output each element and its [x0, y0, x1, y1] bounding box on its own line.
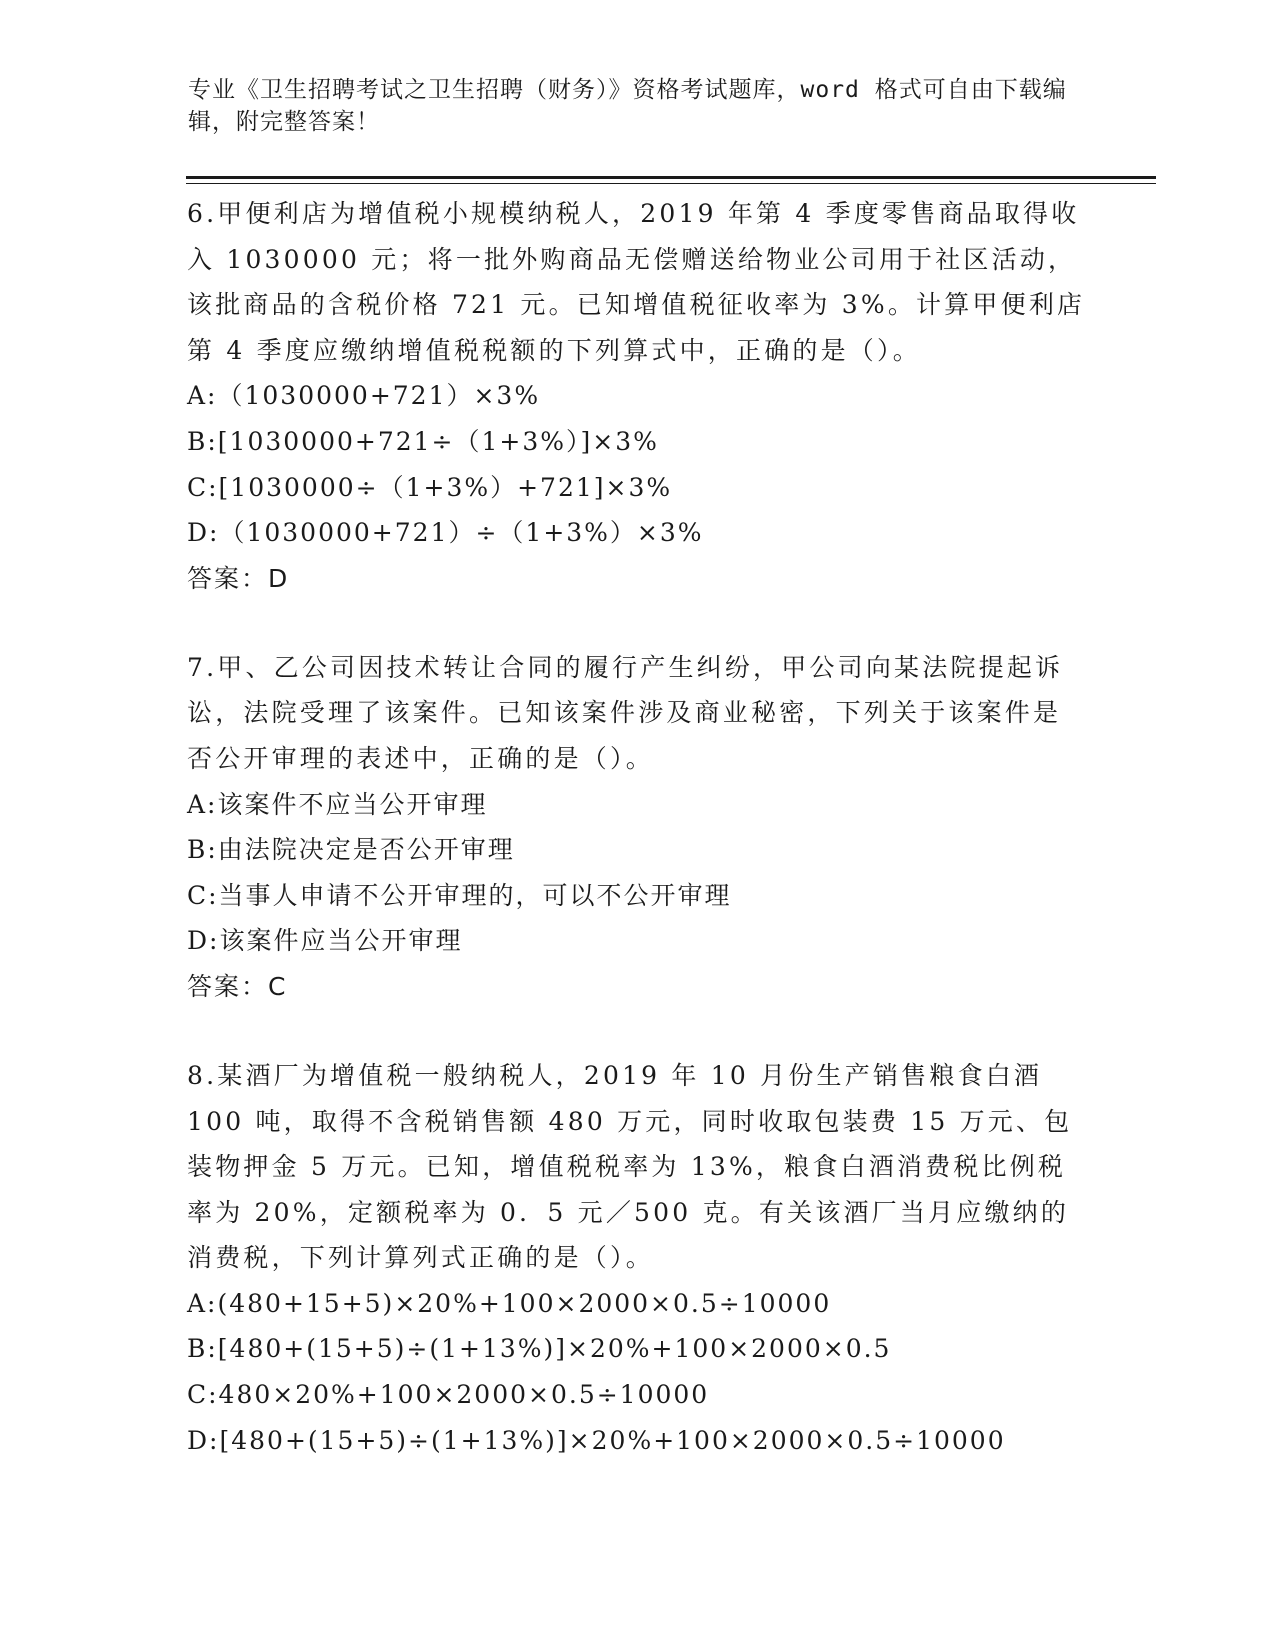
question-stem: 8.某酒厂为增值税一般纳税人，2019 年 10 月份生产销售粮食白酒 100 吨，取得不含税销售额 480 万元，同时收取包装费 15 万元、包装物押金 5 万元。已知，增值税税率为 13%，粮食白酒消费税比例税率为 20%，定额税率为 0．5 元／500 克。有关该酒厂当月应缴纳的消费税，下列计算列式正确的是（）。 [187, 1060, 1073, 1273]
question-8 [187, 1053, 1087, 1463]
question-spacer [187, 1009, 1087, 1053]
option-a: A:(480+15+5)×20%+100×2000×0.5÷10000 [187, 1288, 832, 1318]
answer: 答案：C [187, 971, 288, 1001]
option-c: C:当事人申请不公开审理的，可以不公开审理 [187, 880, 732, 910]
question-stem: 7.甲、乙公司因技术转让合同的履行产生纠纷，甲公司向某法院提起诉讼，法院受理了该案件。已知该案件涉及商业秘密，下列关于该案件是否公开审理的表述中，正确的是（）。 [187, 652, 1064, 773]
question-spacer [187, 601, 1087, 645]
question-list [187, 191, 1087, 1463]
header-divider-thick [186, 176, 1156, 179]
header-divider-thin [186, 183, 1156, 184]
option-b: B:[480+(15+5)÷(1+13%)]×20%+100×2000×0.5 [187, 1334, 892, 1364]
document-header: 专业《卫生招聘考试之卫生招聘（财务）》资格考试题库，word 格式可自由下载编辑，附完整答案！ [188, 77, 1067, 135]
option-b: B:由法院决定是否公开审理 [187, 835, 515, 865]
option-c: C:480×20%+100×2000×0.5÷10000 [187, 1380, 710, 1410]
option-d: D:该案件应当公开审理 [187, 926, 463, 956]
question-6 [187, 191, 1087, 601]
option-d: D:（1030000+721）÷（1+3%）×3% [187, 518, 704, 548]
option-d: D:[480+(15+5)÷(1+13%)]×20%+100×2000×0.5÷10000 [187, 1425, 1006, 1455]
question-7 [187, 645, 1087, 1009]
option-a: A:该案件不应当公开审理 [187, 789, 488, 819]
question-stem: 6.甲便利店为增值税小规模纳税人，2019 年第 4 季度零售商品取得收入 1030000 元；将一批外购商品无偿赠送给物业公司用于社区活动，该批商品的含税价格 721 元。已知增值税征收率为 3%。计算甲便利店第 4 季度应缴纳增值税税额的下列算式中，正确的是（）。 [187, 199, 1086, 365]
option-a: A:（1030000+721）×3% [187, 381, 541, 411]
answer: 答案：D [187, 563, 290, 593]
option-b: B:[1030000+721÷（1+3%）]×3% [187, 426, 659, 456]
option-c: C:[1030000÷（1+3%）+721]×3% [187, 472, 673, 502]
